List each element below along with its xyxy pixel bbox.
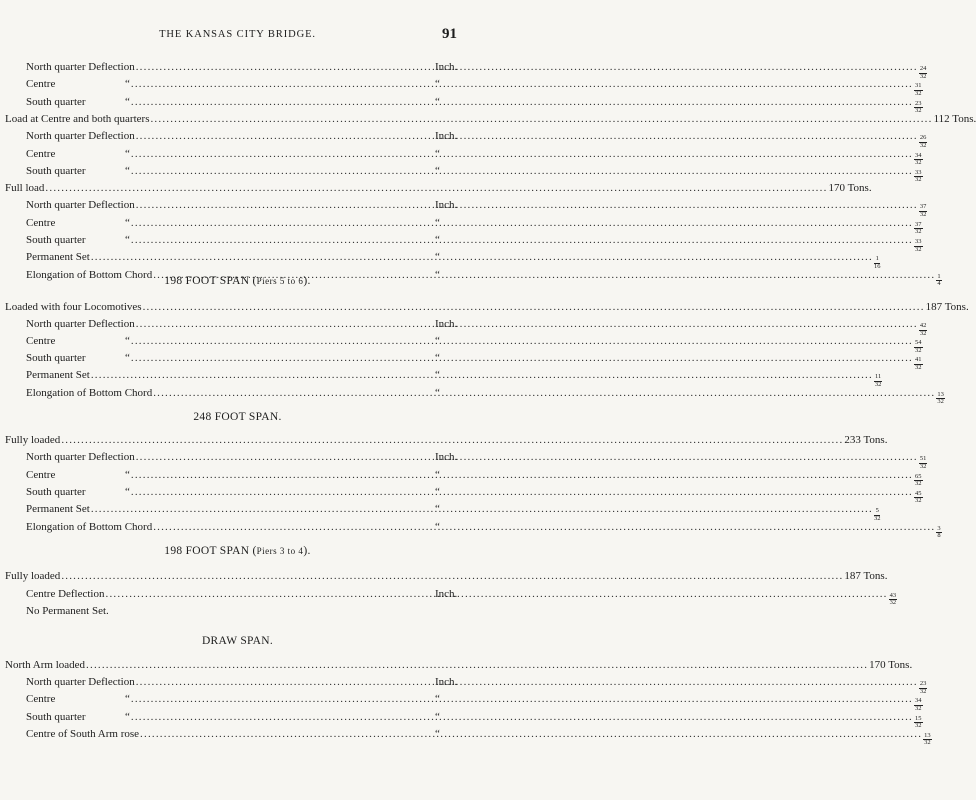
row-unit <box>432 586 472 602</box>
ditto-mark: “ <box>125 710 130 723</box>
leader-dots <box>131 163 913 179</box>
ditto-mark: “ <box>125 95 130 108</box>
row-unit <box>432 128 472 144</box>
row-label: Permanent Set <box>26 369 90 382</box>
row-label: Elongation of Bottom Chord <box>26 520 153 533</box>
row-label: Permanent Set <box>26 503 90 516</box>
leader-dots <box>131 709 913 725</box>
fraction-denominator: 32 <box>873 514 881 522</box>
leader-dots <box>61 432 843 448</box>
row-unit <box>432 94 472 110</box>
row-unit <box>432 484 472 500</box>
row-label: Centre of South Arm rose <box>26 727 140 740</box>
fraction-value <box>914 153 923 167</box>
fraction-value <box>914 83 923 97</box>
unit-label: “ <box>435 251 440 264</box>
fraction-denominator: 32 <box>915 159 922 166</box>
row-value: 170 Tons. <box>869 659 913 671</box>
unit-label: “ <box>435 147 440 160</box>
data-row <box>26 350 922 371</box>
fraction-numerator: 5 <box>875 507 879 515</box>
leader-dots <box>136 197 918 213</box>
data-row <box>26 249 881 270</box>
data-row <box>26 215 922 236</box>
fraction-denominator: 32 <box>915 722 922 730</box>
leader-dots <box>91 249 873 265</box>
row-label: South quarter <box>26 164 86 177</box>
fraction-numerator: 11 <box>874 373 882 381</box>
row-label: Load at Centre and both quarters <box>5 112 150 125</box>
data-row <box>26 163 922 184</box>
data-row <box>26 232 922 253</box>
unit-label: “ <box>435 352 440 365</box>
fraction-denominator: 32 <box>919 210 927 218</box>
fraction-value <box>914 340 923 354</box>
unit-label: Inch. <box>435 451 458 464</box>
heading-piers: Piers 5 to 6 <box>256 276 304 286</box>
heading-text: DRAW SPAN. <box>201 635 274 647</box>
fraction-numerator: 13 <box>937 390 944 398</box>
unit-label: “ <box>435 520 440 533</box>
row-label: Elongation of Bottom Chord <box>26 268 153 281</box>
row-unit <box>432 674 472 690</box>
row-label: Centre <box>26 147 56 160</box>
row-value: 233 Tons. <box>844 434 888 446</box>
heading-text: 248 FOOT SPAN. <box>193 411 282 423</box>
row-label: Centre <box>26 693 56 706</box>
unit-label: “ <box>435 468 440 481</box>
data-row <box>26 76 922 97</box>
data-row <box>26 385 944 405</box>
heading-end: ). <box>303 275 311 287</box>
section-heading <box>0 545 475 557</box>
fraction-numerator: 15 <box>915 714 922 722</box>
ditto-mark: “ <box>125 78 130 91</box>
fraction-denominator: 32 <box>919 72 927 80</box>
row-label: North quarter Deflection <box>26 676 135 689</box>
row-label: Centre <box>26 468 56 481</box>
fraction-numerator: 65 <box>915 472 922 480</box>
leader-dots <box>131 484 913 500</box>
running-title: THE KANSAS CITY BRIDGE. <box>159 29 316 40</box>
unit-label: “ <box>435 164 440 177</box>
data-row <box>26 709 922 730</box>
fraction-denominator: 32 <box>915 228 922 236</box>
leader-dots <box>136 59 918 75</box>
fraction-numerator: 23 <box>919 680 927 688</box>
fraction-value <box>919 323 928 337</box>
ditto-mark: “ <box>125 352 130 365</box>
data-row <box>5 432 888 448</box>
data-row <box>5 657 913 673</box>
fraction-numerator: 26 <box>919 134 927 142</box>
row-unit <box>432 163 472 179</box>
ditto-mark: “ <box>125 485 130 498</box>
fraction-denominator: 32 <box>919 329 927 337</box>
row-unit <box>432 467 472 483</box>
fraction-value <box>919 66 928 80</box>
unit-label: Inch. <box>435 61 458 73</box>
row-unit <box>432 367 472 383</box>
fraction-denominator: 32 <box>937 398 944 405</box>
leader-dots <box>136 449 918 465</box>
row-label: North quarter Deflection <box>26 451 135 464</box>
row-label: Centre <box>26 216 56 229</box>
fraction-denominator: 32 <box>915 176 922 184</box>
row-label: South quarter <box>26 234 86 246</box>
leader-dots <box>131 94 913 110</box>
heading-text: 198 FOOT SPAN ( <box>164 275 257 287</box>
fraction-value <box>936 274 941 288</box>
row-label: Centre <box>26 78 56 91</box>
fraction-numerator: 42 <box>919 322 927 330</box>
fraction-denominator: 32 <box>919 687 927 695</box>
row-unit <box>432 709 472 725</box>
row-label: North quarter Deflection <box>26 318 135 331</box>
fraction-value <box>919 204 928 218</box>
ditto-mark: “ <box>125 693 130 706</box>
leader-dots <box>153 519 935 535</box>
row-unit <box>432 350 472 366</box>
row-value: 187 Tons. <box>844 570 888 582</box>
leader-dots <box>136 316 918 332</box>
row-label: North Arm loaded <box>5 659 86 671</box>
fraction-value <box>914 170 923 184</box>
fraction-numerator: 43 <box>889 591 897 599</box>
fraction-numerator: 54 <box>915 339 922 347</box>
leader-dots <box>131 467 913 483</box>
row-unit <box>432 333 472 349</box>
fraction-value <box>914 491 923 505</box>
row-label: South quarter <box>26 95 86 108</box>
unit-label: “ <box>435 386 440 399</box>
heading-text: 198 FOOT SPAN ( <box>164 545 257 557</box>
ditto-mark: “ <box>125 216 130 229</box>
fraction-numerator: 31 <box>915 82 922 90</box>
fraction-numerator: 33 <box>915 168 922 176</box>
leader-dots <box>143 299 925 315</box>
unit-label: Inch. <box>435 199 458 212</box>
unit-label: Inch. <box>435 587 458 600</box>
leader-dots <box>140 726 922 742</box>
row-unit <box>432 501 472 517</box>
section-heading <box>0 411 475 423</box>
leader-dots <box>136 128 918 144</box>
leader-dots <box>131 232 913 248</box>
unit-label: “ <box>435 95 440 108</box>
fraction-denominator: 32 <box>915 704 922 712</box>
data-row <box>5 568 888 584</box>
leader-dots <box>131 76 913 92</box>
leader-dots <box>91 367 873 383</box>
unit-label: “ <box>435 234 440 246</box>
section-heading <box>0 275 475 287</box>
fraction-value <box>914 698 923 712</box>
data-row <box>26 146 922 166</box>
row-label: Loaded with four Locomotives <box>5 301 142 313</box>
leader-dots <box>61 568 843 584</box>
ditto-mark: “ <box>125 147 130 160</box>
data-row <box>26 333 922 354</box>
page-number: 91 <box>442 26 457 42</box>
row-label: North quarter Deflection <box>26 61 135 73</box>
row-unit <box>432 76 472 92</box>
data-row <box>26 519 941 539</box>
fraction-denominator: 32 <box>919 462 927 470</box>
unit-label: “ <box>435 710 440 723</box>
fraction-denominator: 32 <box>889 599 897 606</box>
unit-label: “ <box>435 78 440 91</box>
leader-dots <box>131 691 913 707</box>
fraction-denominator: 8 <box>937 532 941 539</box>
fraction-numerator: 13 <box>924 731 931 739</box>
row-unit <box>432 249 472 265</box>
unit-label: “ <box>435 369 440 382</box>
fraction-value <box>914 357 923 371</box>
fraction-denominator: 16 <box>873 262 881 270</box>
row-label: North quarter Deflection <box>26 130 135 143</box>
fraction-numerator: 23 <box>915 99 922 107</box>
ditto-mark: “ <box>125 335 130 348</box>
fraction-value <box>936 392 945 406</box>
row-unit <box>432 691 472 707</box>
fraction-value <box>919 681 928 695</box>
data-row <box>26 691 922 712</box>
row-label: South quarter <box>26 352 86 365</box>
leader-dots <box>131 146 913 162</box>
data-row <box>26 367 882 388</box>
section-heading <box>0 635 475 647</box>
ditto-mark: “ <box>125 234 130 246</box>
fraction-denominator: 32 <box>915 480 922 488</box>
row-unit <box>432 232 472 248</box>
fraction-denominator: 32 <box>915 107 922 115</box>
ditto-mark: “ <box>125 164 130 177</box>
row-label: Permanent Set <box>26 251 90 264</box>
leader-dots <box>45 180 827 196</box>
row-label: Fully loaded <box>5 434 61 446</box>
fraction-denominator: 32 <box>924 739 931 747</box>
note-text: No Permanent Set. <box>26 605 109 617</box>
row-label: Full load <box>5 182 45 195</box>
unit-label: “ <box>435 503 440 516</box>
data-row <box>26 501 881 522</box>
row-label: South quarter <box>26 485 86 498</box>
row-unit <box>432 197 472 213</box>
heading-end: ). <box>303 545 311 557</box>
row-value: 112 Tons. <box>933 112 976 125</box>
fraction-denominator: 32 <box>915 497 922 505</box>
data-row <box>26 726 931 747</box>
fraction-value <box>914 222 923 236</box>
leader-dots <box>153 385 935 401</box>
unit-label: “ <box>435 727 440 740</box>
row-unit <box>432 146 472 162</box>
fraction-denominator: 32 <box>915 89 922 97</box>
row-unit <box>432 59 472 75</box>
data-row <box>26 467 922 488</box>
fraction-numerator: 34 <box>915 697 922 705</box>
leader-dots <box>131 333 913 349</box>
leader-dots <box>150 111 932 127</box>
fraction-numerator: 34 <box>915 151 922 159</box>
fraction-numerator: 1 <box>875 255 879 263</box>
fraction-numerator: 41 <box>915 356 922 364</box>
fraction-numerator: 1 <box>937 272 941 280</box>
fraction-value <box>919 456 928 470</box>
row-label: Elongation of Bottom Chord <box>26 386 153 399</box>
fraction-denominator: 32 <box>874 380 882 388</box>
data-row <box>5 299 969 315</box>
row-unit <box>432 215 472 231</box>
unit-label: Inch. <box>435 130 458 143</box>
unit-label: Inch. <box>435 676 458 689</box>
page-header <box>0 26 475 46</box>
data-row <box>5 180 872 196</box>
row-unit <box>432 449 472 465</box>
fraction-denominator: 32 <box>915 346 922 354</box>
unit-label: Inch. <box>435 318 458 331</box>
row-unit <box>432 726 472 742</box>
fraction-denominator: 32 <box>915 363 922 371</box>
fraction-value <box>914 474 923 488</box>
unit-label: “ <box>435 216 440 229</box>
row-unit <box>432 316 472 332</box>
fraction-numerator: 45 <box>915 489 922 497</box>
fraction-value <box>919 135 928 149</box>
row-value: 170 Tons. <box>828 182 872 195</box>
unit-label: “ <box>435 485 440 498</box>
unit-label: “ <box>435 335 440 348</box>
data-row <box>26 94 922 115</box>
unit-label: “ <box>435 268 440 281</box>
fraction-numerator: 51 <box>919 455 927 463</box>
fraction-value <box>914 239 923 253</box>
row-value: 187 Tons. <box>925 301 969 313</box>
row-unit <box>432 385 472 401</box>
fraction-numerator: 24 <box>919 65 927 72</box>
data-row <box>26 484 922 505</box>
row-label: South quarter <box>26 710 86 723</box>
fraction-denominator: 4 <box>937 280 941 288</box>
leader-dots <box>106 586 888 602</box>
fraction-denominator: 32 <box>915 245 922 253</box>
fraction-numerator: 3 <box>937 524 941 532</box>
leader-dots <box>86 657 868 673</box>
fraction-numerator: 37 <box>919 203 927 211</box>
row-label: Centre <box>26 335 56 348</box>
fraction-value <box>889 593 898 607</box>
heading-piers: Piers 3 to 4 <box>256 546 304 556</box>
leader-dots <box>131 215 913 231</box>
fraction-numerator: 37 <box>915 220 922 228</box>
row-unit <box>432 519 472 535</box>
fraction-value <box>936 526 941 540</box>
unit-label: “ <box>435 693 440 706</box>
row-label: North quarter Deflection <box>26 199 135 212</box>
row-label: Fully loaded <box>5 570 61 582</box>
fraction-numerator: 33 <box>915 238 922 245</box>
fraction-value <box>923 733 932 747</box>
row-label: Centre Deflection <box>26 587 105 600</box>
ditto-mark: “ <box>125 468 130 481</box>
leader-dots <box>131 350 913 366</box>
leader-dots <box>136 674 918 690</box>
fraction-denominator: 32 <box>919 141 927 149</box>
leader-dots <box>91 501 873 517</box>
